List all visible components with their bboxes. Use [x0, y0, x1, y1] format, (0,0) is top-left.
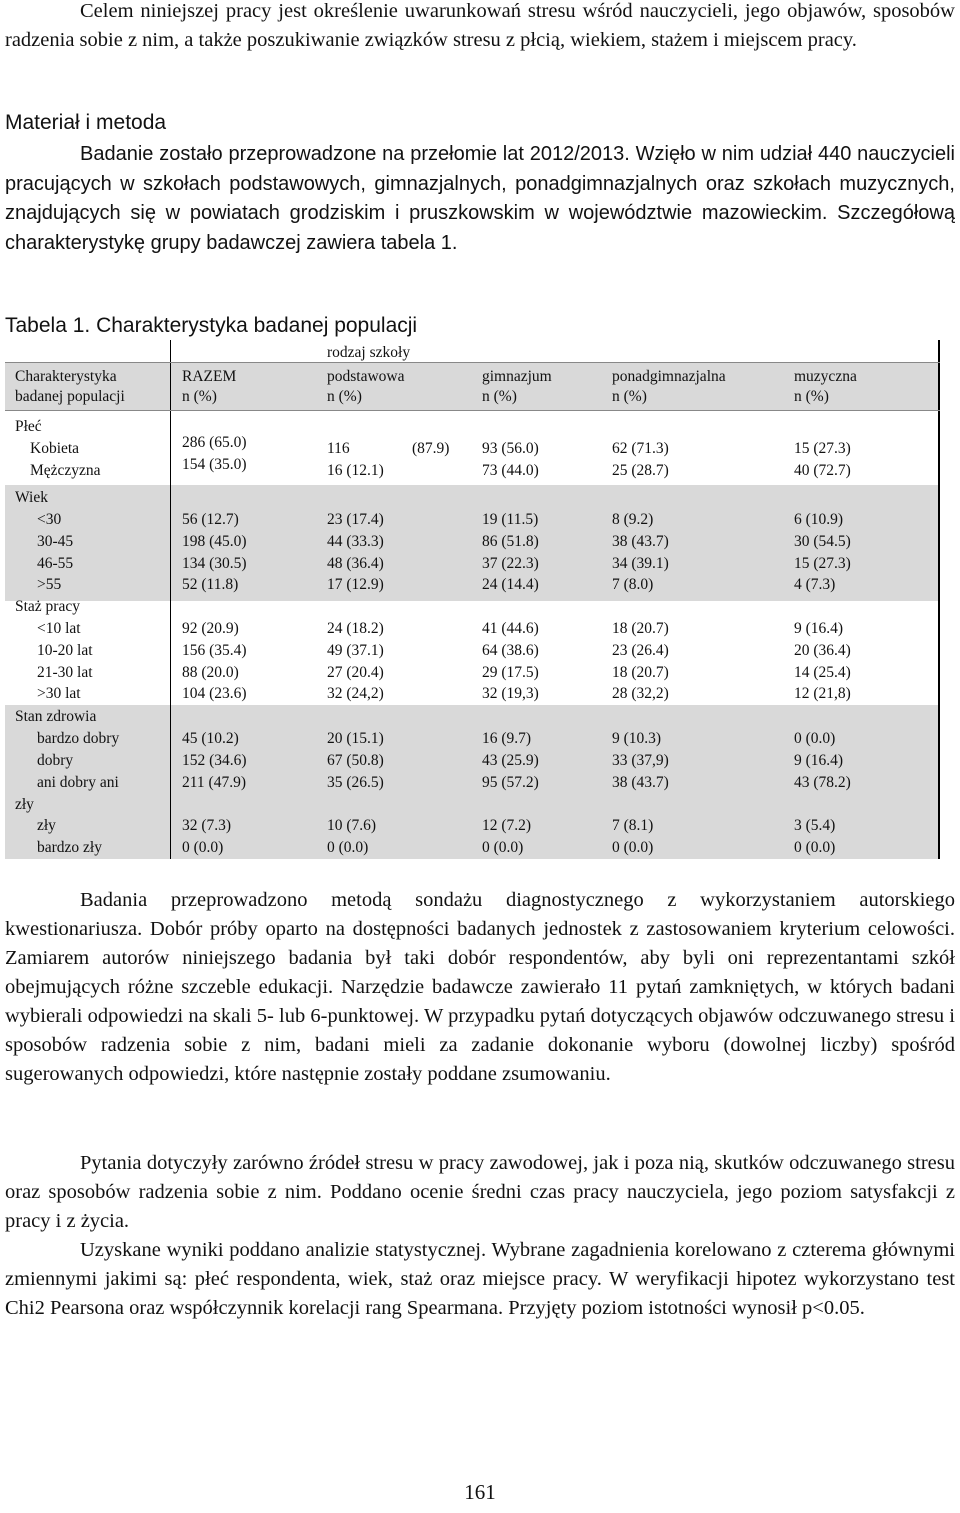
- row-label: ani dobry ani: [37, 773, 119, 791]
- cell-gimnazjum: 86 (51.8): [482, 532, 539, 550]
- cell-muzyczna: 30 (54.5): [794, 532, 851, 550]
- cell-muzyczna: 15 (27.3): [794, 554, 851, 572]
- col-header-muzyczna: [794, 367, 857, 407]
- cell-razem: 286 (65.0): [182, 434, 247, 451]
- cell-podstawowa: 67 (50.8): [327, 751, 384, 769]
- cell-ponadgimnazjalna: 38 (43.7): [612, 773, 669, 791]
- row-label: >55: [37, 576, 62, 594]
- cell-gimnazjum: 29 (17.5): [482, 663, 539, 681]
- cell-gimnazjum: 24 (14.4): [482, 576, 539, 594]
- col-header-gimnazjum: [482, 367, 552, 407]
- cell-razem: 32 (7.3): [182, 817, 232, 835]
- cell-gimnazjum: 64 (38.6): [482, 641, 539, 659]
- cell-gimnazjum: 95 (57.2): [482, 773, 539, 791]
- cell-ponadgimnazjalna: 7 (8.1): [612, 817, 654, 835]
- col-header-charakterystyka: [15, 367, 125, 407]
- cell-podstawowa-p: (87.9): [412, 440, 450, 457]
- col-header-podstawowa: [327, 367, 405, 407]
- col-header-sub: n (%): [327, 388, 362, 405]
- paragraph-3: Uzyskane wyniki poddano analizie statystycznej. Wybrane zagadnienia korelowano z czterema głównymi zmiennymi jakimi są: płeć respondenta, wiek, staż oraz miejsce pracy. W weryfikacji hipotez wykorzystano test Chi2 Pearsona oraz współczynnik korelacji rang Spearmana. Przyjęty poziom istotności wynosił p<0.05.: [5, 1239, 955, 1319]
- cell-muzyczna: 43 (78.2): [794, 773, 851, 791]
- row-label: 30-45: [37, 532, 74, 550]
- col-header-name: podstawowa: [327, 368, 405, 385]
- cell-podstawowa: 20 (15.1): [327, 730, 384, 747]
- cell-muzyczna: 4 (7.3): [794, 576, 836, 594]
- cell-ponadgimnazjalna: 34 (39.1): [612, 554, 669, 572]
- section-heading: Materiał i metoda: [5, 111, 167, 134]
- section-title: Płeć: [15, 418, 42, 435]
- cell-podstawowa: 16 (12.1): [327, 462, 384, 479]
- cell-razem: 134 (30.5): [182, 554, 247, 572]
- cell-ponadgimnazjalna: 25 (28.7): [612, 462, 669, 479]
- cell-podstawowa: 23 (17.4): [327, 511, 384, 528]
- row-label: 10-20 lat: [37, 641, 93, 659]
- cell-muzyczna: 20 (36.4): [794, 641, 851, 659]
- table-line: [5, 410, 940, 411]
- cell-gimnazjum: 32 (19,3): [482, 685, 539, 703]
- col-header-sub: n (%): [612, 388, 647, 405]
- cell-ponadgimnazjalna: 7 (8.0): [612, 576, 654, 594]
- section-title: Staż pracy: [15, 598, 80, 615]
- cell-gimnazjum: 0 (0.0): [482, 839, 524, 857]
- col-header-name: ponadgimnazjalna: [612, 368, 726, 385]
- row-label-continuation: zły: [15, 795, 34, 813]
- cell-razem: 211 (47.9): [182, 773, 246, 791]
- col-header-razem: [182, 367, 236, 407]
- table-line: [938, 340, 940, 859]
- row-label: <10 lat: [37, 620, 81, 637]
- col-header-name: gimnazjum: [482, 368, 552, 385]
- cell-muzyczna: 0 (0.0): [794, 730, 836, 747]
- cell-podstawowa: 17 (12.9): [327, 576, 384, 594]
- table-caption: Tabela 1. Charakterystyka badanej populacji: [5, 314, 418, 337]
- cell-gimnazjum: 37 (22.3): [482, 554, 539, 572]
- cell-ponadgimnazjalna: 9 (10.3): [612, 730, 662, 747]
- table-line: [5, 362, 940, 363]
- row-label: bardzo zły: [37, 839, 102, 857]
- table-line: [170, 340, 171, 859]
- row-label: dobry: [37, 751, 74, 769]
- cell-razem: 154 (35.0): [182, 456, 247, 473]
- cell-muzyczna: 12 (21,8): [794, 685, 851, 703]
- col-header-sub: n (%): [182, 388, 217, 405]
- cell-muzyczna: 3 (5.4): [794, 817, 836, 835]
- col-header-name: Charakterystyka: [15, 368, 117, 385]
- page-number: 161: [464, 1480, 496, 1504]
- col-header-name: muzyczna: [794, 368, 857, 385]
- characteristics-table: [5, 340, 940, 859]
- cell-razem: 56 (12.7): [182, 511, 239, 528]
- intro-paragraph: Celem niniejszej pracy jest określenie uwarunkowań stresu wśród nauczycieli, jego objawów, sposobów radzenia sobie z nim, a także poszukiwanie związków stresu z płcią, wiekiem, stażem i miejscem pracy.: [5, 0, 955, 51]
- cell-ponadgimnazjalna: 28 (32,2): [612, 685, 669, 703]
- col-header-sub: badanej populacji: [15, 388, 125, 405]
- cell-razem: 0 (0.0): [182, 839, 224, 857]
- cell-ponadgimnazjalna: 8 (9.2): [612, 511, 654, 528]
- cell-podstawowa: 48 (36.4): [327, 554, 384, 572]
- cell-gimnazjum: 19 (11.5): [482, 511, 539, 528]
- row-label: Mężczyzna: [30, 462, 101, 479]
- cell-razem: 104 (23.6): [182, 685, 247, 703]
- cell-ponadgimnazjalna: 18 (20.7): [612, 620, 669, 637]
- section-title: Stan zdrowia: [15, 708, 97, 725]
- cell-podstawowa-n: 116: [327, 440, 350, 457]
- cell-muzyczna: 40 (72.7): [794, 462, 851, 479]
- row-label: <30: [37, 511, 62, 528]
- paragraph-2: Pytania dotyczyły zarówno źródeł stresu w pracy zawodowej, jak i poza nią, skutków odczuwanego stresu oraz sposobów radzenia sobie z nim. Poddano ocenie średni czas pracy nauczyciela, jego poziom satysfakcji z pracy i z życia.: [5, 1152, 955, 1232]
- section-title: Wiek: [15, 489, 48, 506]
- cell-razem: 88 (20.0): [182, 663, 239, 681]
- cell-gimnazjum: 73 (44.0): [482, 462, 539, 479]
- method-paragraph: Badanie zostało przeprowadzone na przełomie lat 2012/2013. Wzięło w nim udział 440 nauczycieli pracujących w szkołach podstawowych, gimnazjalnych, ponadgimnazjalnych oraz szkołach muzycznych, znajdujących się w powiatach grodziskim i pruszkowskim w województwie mazowieckim. Szczegółową charakterystykę grupy badawczej zawiera tabela 1.: [5, 143, 955, 254]
- cell-gimnazjum: 12 (7.2): [482, 817, 532, 835]
- row-label: 46-55: [37, 554, 74, 572]
- paragraph-1: Badania przeprowadzono metodą sondażu diagnostycznego z wykorzystaniem autorskiego kwestionariusza. Dobór próby oparto na dostępności badanych jednostek z zastosowaniem kryterium celowości. Zamiarem autorów niniejszego badania był taki dobór respondentów, aby byli oni reprezentantami szkół obejmujących różne szczeble edukacji. Narzędzie badawcze zawierało 11 pytań zamkniętych, w których badani wybierali odpowiedzi na skali 5- lub 6-punktowej. W przypadku pytań dotyczących objawów odczuwanego stresu i sposobów radzenia sobie z nim, badani mieli za zadanie dokonanie wyboru (dowolnej liczby) spośród sugerowanych odpowiedzi, które następnie zostały poddane zsumowaniu.: [5, 889, 955, 1085]
- cell-muzyczna: 9 (16.4): [794, 620, 844, 637]
- cell-muzyczna: 6 (10.9): [794, 511, 844, 528]
- col-header-ponadgimnazjalna: [612, 367, 726, 407]
- cell-podstawowa: 35 (26.5): [327, 773, 384, 791]
- cell-podstawowa: 49 (37.1): [327, 641, 384, 659]
- col-header-sub: n (%): [482, 388, 517, 405]
- row-label: bardzo dobry: [37, 730, 120, 747]
- cell-razem: 198 (45.0): [182, 532, 247, 550]
- cell-muzyczna: 15 (27.3): [794, 440, 851, 457]
- cell-podstawowa: 44 (33.3): [327, 532, 384, 550]
- row-label: Kobieta: [30, 440, 80, 457]
- col-header-name: RAZEM: [182, 368, 237, 385]
- col-header-sub: n (%): [794, 388, 829, 405]
- cell-razem: 52 (11.8): [182, 576, 239, 594]
- cell-muzyczna: 0 (0.0): [794, 839, 836, 857]
- cell-podstawowa: 27 (20.4): [327, 663, 384, 681]
- cell-razem: 45 (10.2): [182, 730, 239, 747]
- cell-razem: 92 (20.9): [182, 620, 239, 637]
- cell-gimnazjum: 93 (56.0): [482, 440, 539, 457]
- cell-ponadgimnazjalna: 38 (43.7): [612, 532, 669, 550]
- cell-ponadgimnazjalna: 62 (71.3): [612, 440, 669, 457]
- cell-muzyczna: 9 (16.4): [794, 751, 844, 769]
- cell-ponadgimnazjalna: 23 (26.4): [612, 641, 669, 659]
- row-label: 21-30 lat: [37, 663, 93, 681]
- cell-ponadgimnazjalna: 18 (20.7): [612, 663, 669, 681]
- row-label: zły: [37, 817, 56, 835]
- cell-gimnazjum: 16 (9.7): [482, 730, 532, 747]
- cell-razem: 152 (34.6): [182, 751, 247, 769]
- cell-ponadgimnazjalna: 0 (0.0): [612, 839, 654, 857]
- cell-podstawowa: 0 (0.0): [327, 839, 369, 857]
- cell-podstawowa: 24 (18.2): [327, 620, 384, 637]
- cell-gimnazjum: 41 (44.6): [482, 620, 539, 637]
- cell-muzyczna: 14 (25.4): [794, 663, 851, 681]
- cell-razem: 156 (35.4): [182, 641, 247, 659]
- group-header: rodzaj szkoły: [327, 344, 411, 361]
- cell-podstawowa: 10 (7.6): [327, 817, 377, 835]
- row-label: >30 lat: [37, 685, 81, 703]
- cell-podstawowa: 32 (24,2): [327, 685, 384, 703]
- cell-ponadgimnazjalna: 33 (37,9): [612, 751, 669, 769]
- cell-gimnazjum: 43 (25.9): [482, 751, 539, 769]
